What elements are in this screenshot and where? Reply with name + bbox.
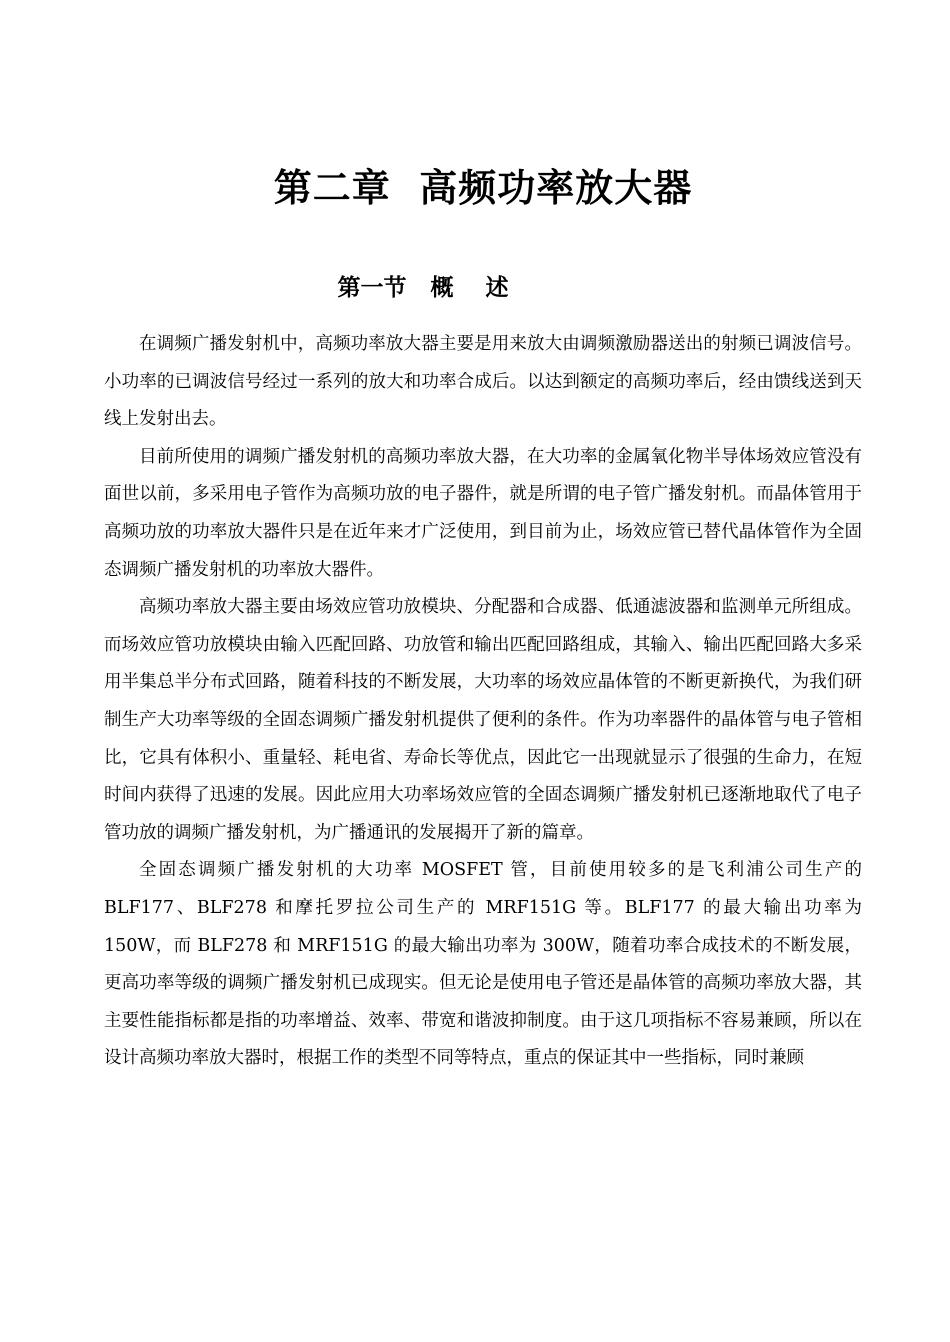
paragraph: 高频功率放大器主要由场效应管功放模块、分配器和合成器、低通滤波器和监测单元所组成。而场效应管功放模块由输入匹配回路、功放管和输出匹配回路组成，其输入、输出匹配回路大多采用半集总半分布式回路，随着科技的不断发展，大功率的场效应晶体管的不断更新换代，为我们研制生产大功率等级的全固态调频广播发射机提供了便利的条件。作为功率器件的晶体管与电子管相比，它具有体积小、重量轻、耗电省、寿命长等优点，因此它一出现就显示了很强的生命力，在短时间内获得了迅速的发展。因此应用大功率场效应管的全固态调频广播发射机已逐渐地取代了电子管功放的调频广播发射机，为广播通讯的发展揭开了新的篇章。 xyxy=(104,597,862,843)
body-text xyxy=(104,326,862,1078)
paragraph: 目前所使用的调频广播发射机的高频功率放大器，在大功率的金属氧化物半导体场效应管没有面世以前，多采用电子管作为高频功放的电子器件，就是所谓的电子管广播发射机。而晶体管用于高频功放的功率放大器件只是在近年来才广泛使用，到目前为止，场效应管已替代晶体管作为全固态调频广播发射机的功率放大器件。 xyxy=(104,446,862,580)
paragraph: 在调频广播发射机中，高频功率放大器主要是用来放大由调频激励器送出的射频已调波信号。小功率的已调波信号经过一系列的放大和功率合成后。以达到额定的高频功率后，经由馈线送到天线上发射出去。 xyxy=(104,334,862,430)
section-title: 第一节 概 述 xyxy=(337,274,509,301)
chapter-title: 第二章 高频功率放大器 xyxy=(273,165,693,210)
paragraph: 全固态调频广播发射机的大功率 MOSFET 管，目前使用较多的是飞利浦公司生产的 BLF177、BLF278 和摩托罗拉公司生产的 MRF151G 等。BLF177 的最大输出功率为 150W，而 BLF278 和 MRF151G 的最大输出功率为 300W，随着功率合成技术的不断发展，更高功率等级的调频广播发射机已成现实。但无论是使用电子管还是晶体管的高频功率放大器，其主要性能指标都是指的功率增益、效率、带宽和谐波抑制度。由于这几项指标不容易兼顾，所以在设计高频功率放大器时，根据工作的类型不同等特点，重点的保证其中一些指标，同时兼顾 xyxy=(104,860,862,1069)
